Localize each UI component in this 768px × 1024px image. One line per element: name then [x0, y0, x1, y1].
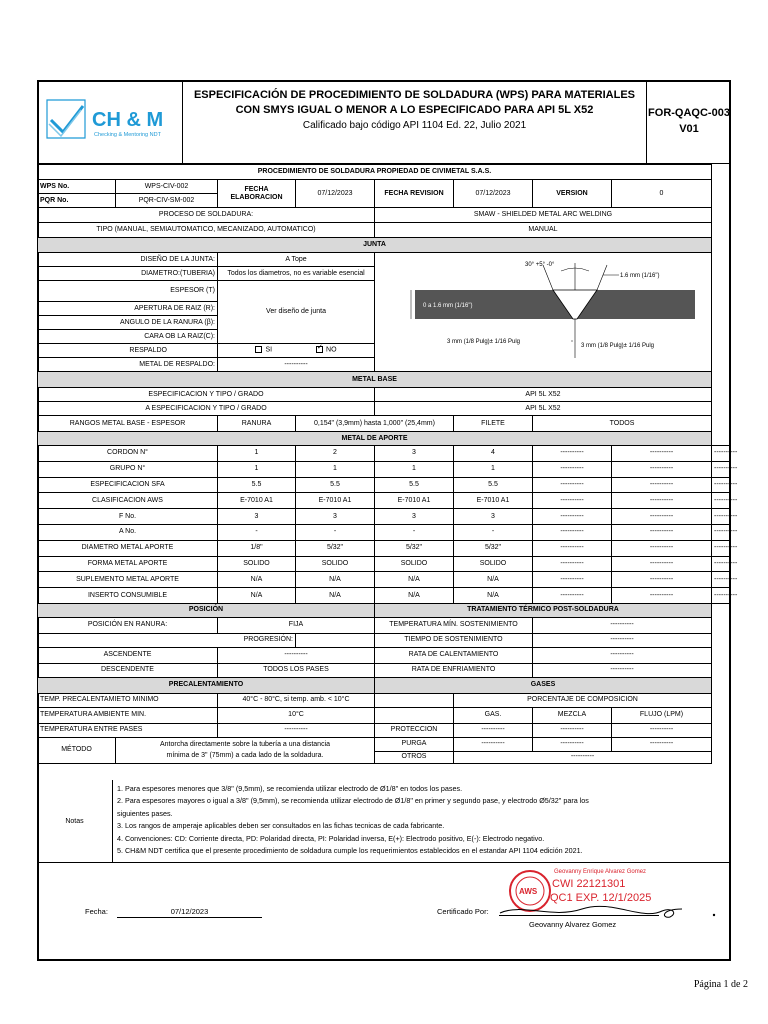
company-logo	[37, 80, 183, 164]
notes-list	[117, 783, 717, 857]
aporte-cell: N/A	[218, 588, 296, 604]
aporte-row-label: GRUPO N°	[38, 461, 218, 477]
aporte-cell: 5.5	[296, 477, 375, 493]
aporte-row-label: ESPECIFICACION SFA	[38, 477, 218, 493]
signature-line	[499, 915, 659, 916]
aporte-cell: 3	[375, 446, 454, 462]
spec2-label: A ESPECIFICACION Y TIPO / GRADO	[38, 402, 375, 416]
aporte-cell: -	[375, 524, 454, 540]
filete-label: FILETE	[454, 416, 533, 432]
metodo-line1: Antorcha directamente sobre la tubería a una distancia	[159, 741, 331, 749]
aporte-row-label: INSERTO CONSUMIBLE	[38, 588, 218, 604]
diagram-gap: 0 a 1.6 mm (1/16")	[423, 303, 473, 309]
temp-min-label: TEMP. PRECALENTAMIETO MINIMO	[38, 693, 218, 707]
aporte-row	[38, 556, 731, 572]
descendente-label: DESCENDENTE	[38, 663, 218, 677]
aporte-cell: ----------	[612, 493, 712, 509]
aporte-cell: 4	[454, 446, 533, 462]
apertura-label: APERTURA DE RAIZ (R):	[38, 302, 218, 316]
gas-row-label: PURGA	[375, 737, 454, 751]
stamp-logo: AWS	[519, 887, 538, 896]
aporte-cell: N/A	[375, 572, 454, 588]
metal-aporte-title: METAL DE APORTE	[38, 432, 712, 446]
aporte-cell: ----------	[533, 477, 612, 493]
aporte-row	[38, 446, 731, 462]
aporte-cell: -	[296, 524, 375, 540]
entre-value: ----------	[218, 723, 375, 737]
note-item: 4. Convenciones: CD: Corriente directa, PD: Polaridad directa, PI: Polaridad inversa, E(+): Electrodo positivo, E(-): Electrodo negativo.	[117, 833, 545, 843]
rata-cal-label: RATA DE CALENTAMIENTO	[375, 647, 533, 663]
metodo-value	[116, 737, 375, 763]
aporte-row-label: A No.	[38, 524, 218, 540]
aporte-row-label: CLASIFICACION AWS	[38, 493, 218, 509]
diametro-label: DIAMETRO:(TUBERIA)	[38, 267, 218, 281]
version-label: VERSION	[533, 180, 612, 208]
aporte-cell: N/A	[454, 572, 533, 588]
aporte-row	[38, 493, 731, 509]
aporte-cell: E-7010 A1	[296, 493, 375, 509]
note-item: siguientes pases.	[117, 808, 173, 818]
title-line3: Calificado bajo código API 1104 Ed. 22, Julio 2021	[302, 120, 527, 131]
posicion-title: POSICIÓN	[38, 603, 375, 617]
otros-label: OTROS	[375, 751, 454, 763]
aporte-cell: 3	[296, 509, 375, 525]
aporte-cell: E-7010 A1	[375, 493, 454, 509]
aporte-row-label: CORDON N°	[38, 446, 218, 462]
entre-label: TEMPERATURA ENTRE PASES	[38, 723, 218, 737]
tipo-value: MANUAL	[375, 223, 712, 238]
gas-row-label: PROTECCION	[375, 723, 454, 737]
fecha-label: Fecha:	[85, 907, 108, 916]
pct-label: PORCENTAJE DE COMPOSICION	[454, 693, 712, 707]
aporte-cell: E-7010 A1	[218, 493, 296, 509]
stamp-cwi: CWI 22121301	[552, 878, 626, 890]
aporte-cell: SOLIDO	[454, 556, 533, 572]
aporte-cell: 5/32"	[296, 540, 375, 556]
aporte-cell: ----------	[612, 540, 712, 556]
title-line2: CON SMYS IGUAL O MENOR A LO ESPECIFICADO PARA API 5L X52	[235, 104, 594, 116]
respaldo-options	[218, 344, 375, 358]
metal-respaldo-value: ----------	[218, 358, 375, 372]
inspector-stamp	[492, 863, 732, 923]
version-value: 0	[612, 180, 712, 208]
spec1-value: API 5L X52	[375, 388, 712, 402]
ranura-label: RANURA	[218, 416, 296, 432]
filete-value: TODOS	[533, 416, 712, 432]
fecha-value: 07/12/2023	[117, 907, 262, 918]
aporte-cell: ----------	[533, 524, 612, 540]
diametro-value: Todos los diametros, no es variable esencial	[218, 267, 375, 281]
aporte-cell: -	[454, 524, 533, 540]
aporte-cell: ----------	[612, 556, 712, 572]
wps-label: WPS No.	[38, 180, 116, 194]
amb-value: 10°C	[218, 707, 375, 723]
cert-label: Certificado Por:	[437, 907, 489, 916]
amb-label: TEMPERATURA AMBIENTE MIN.	[38, 707, 218, 723]
pwht-title: TRATAMIENTO TÉRMICO POST-SOLDADURA	[375, 603, 712, 617]
gases-title: GASES	[375, 677, 712, 693]
pos-ranura-label: POSICIÓN EN RANURA:	[38, 617, 218, 633]
aporte-cell: 3	[375, 509, 454, 525]
aporte-row	[38, 572, 731, 588]
aporte-cell: ----------	[533, 540, 612, 556]
stamp-name: Geovanny Enrique Alvarez Gomez	[554, 869, 647, 875]
aporte-cell: N/A	[375, 588, 454, 604]
aporte-cell: SOLIDO	[375, 556, 454, 572]
aporte-cell: SOLIDO	[218, 556, 296, 572]
title-block	[183, 80, 647, 164]
temp-min-value: 40°C - 80°C, si temp. amb. < 10°C	[218, 693, 375, 707]
aporte-cell: 5/32"	[454, 540, 533, 556]
aporte-cell: SOLIDO	[296, 556, 375, 572]
aporte-row	[38, 509, 731, 525]
gas-row-flujo: ----------	[612, 723, 712, 737]
aporte-cell: 1	[218, 446, 296, 462]
aporte-row	[38, 524, 731, 540]
aporte-cell: 3	[454, 509, 533, 525]
title-line1: ESPECIFICACIÓN DE PROCEDIMIENTO DE SOLDADURA (WPS) PARA MATERIALES	[193, 89, 636, 101]
aporte-cell: ----------	[533, 446, 612, 462]
si-checkbox[interactable]	[255, 346, 262, 353]
no-label: NO	[326, 346, 337, 354]
aporte-cell: ----------	[712, 461, 731, 477]
pwht-temp-label: TEMPERATURA MÍN. SOSTENIMIENTO	[375, 617, 533, 633]
spec2-value: API 5L X52	[375, 402, 712, 416]
diseno-label: DISEÑO DE LA JUNTA:	[38, 253, 218, 267]
aporte-cell: 5/32"	[375, 540, 454, 556]
descendente-value: TODOS LOS PASES	[218, 663, 375, 677]
aporte-cell: ----------	[612, 588, 712, 604]
cara-label: CARA OB LA RAIZ(C):	[38, 330, 218, 344]
flujo-header: FLUJO (LPM)	[612, 707, 712, 723]
rata-enf-label: RATA DE ENFRIAMIENTO	[375, 663, 533, 677]
fecha-elab-value: 07/12/2023	[296, 180, 375, 208]
chm-logo-icon	[37, 80, 183, 164]
form-code-block	[647, 80, 731, 164]
rata-cal-value: ----------	[533, 647, 712, 663]
spec1-label: ESPECIFICACION Y TIPO / GRADO	[38, 388, 375, 402]
ranura-value: 0,154" (3,9mm) hasta 1,000" (25,4mm)	[296, 416, 454, 432]
mezcla-header: MEZCLA	[533, 707, 612, 723]
diagram-angle: 30° +5° -0°	[525, 262, 555, 268]
aporte-cell: ----------	[612, 524, 712, 540]
aporte-cell: 3	[218, 509, 296, 525]
proceso-label: PROCESO DE SOLDADURA:	[38, 208, 375, 223]
otros-value: ----------	[454, 751, 712, 763]
metal-aporte-rows	[38, 446, 738, 604]
aporte-row	[38, 588, 731, 604]
aporte-cell: ----------	[533, 509, 612, 525]
aporte-cell: N/A	[296, 588, 375, 604]
proc-banner: PROCEDIMIENTO DE SOLDADURA PROPIEDAD DE CIVIMETAL S.A.S.	[38, 165, 712, 180]
aporte-cell: -	[218, 524, 296, 540]
aporte-cell: ----------	[712, 493, 731, 509]
logo-subtitle: Checking & Mentoring NDT	[94, 132, 161, 138]
rata-enf-value: ----------	[533, 663, 712, 677]
proceso-value: SMAW - SHIELDED METAL ARC WELDING	[375, 208, 712, 223]
aporte-cell: 1	[296, 461, 375, 477]
diseno-value: A Tope	[218, 253, 375, 267]
aporte-cell: ----------	[712, 477, 731, 493]
note-item: 2. Para espesores mayores o igual a 3/8" (9,5mm), se recomienda utilizar electrodo de Ø1/8" en primer y segundo pase, y electrodo Ø5/32" para los	[117, 796, 589, 806]
metodo-line2: mínima de 3" (75mm) a cada lado de la soldadura.	[166, 752, 324, 760]
aporte-row-label: F No.	[38, 509, 218, 525]
pos-ranura-value: FIJA	[218, 617, 375, 633]
aporte-row	[38, 540, 731, 556]
aporte-cell: ----------	[712, 556, 731, 572]
aporte-cell: 1/8"	[218, 540, 296, 556]
junta-title: JUNTA	[38, 238, 712, 253]
notes-label: Notas	[37, 780, 113, 863]
pqr-value: PQR-CIV-SM-002	[116, 194, 218, 208]
aporte-cell: ----------	[612, 509, 712, 525]
note-item: 5. CH&M NDT certifica que el presente procedimiento de soldadura cumple los requerimientos establecidos en el estandar API 1104 edición 2021.	[117, 846, 583, 856]
aporte-cell: 1	[218, 461, 296, 477]
ascendente-label: ASCENDENTE	[38, 647, 218, 663]
aporte-cell: ----------	[533, 493, 612, 509]
aporte-cell: 1	[454, 461, 533, 477]
form-version: V01	[679, 123, 699, 135]
cert-name: Geovanny Alvarez Gomez	[529, 920, 617, 929]
fecha-elab-label: FECHA ELABORACION	[218, 180, 296, 208]
angulo-label: ANGULO DE LA RANURA (β):	[38, 316, 218, 330]
metal-respaldo-label: METAL DE RESPALDO:	[38, 358, 218, 372]
aporte-cell: ----------	[612, 572, 712, 588]
aporte-row-label: DIAMETRO METAL APORTE	[38, 540, 218, 556]
wps-value: WPS-CIV-002	[116, 180, 218, 194]
stamp-exp: QC1 EXP. 12/1/2025	[550, 892, 652, 904]
page-number: Página 1 de 2	[693, 979, 748, 990]
fecha-rev-label: FECHA REVISION	[375, 180, 454, 208]
aporte-row	[38, 461, 731, 477]
aporte-cell: 5.5	[375, 477, 454, 493]
no-checkbox[interactable]	[316, 346, 323, 353]
rangos-label: RANGOS METAL BASE - ESPESOR	[38, 416, 218, 432]
ver-diseno: Ver diseño de junta	[218, 281, 375, 344]
aporte-cell: E-7010 A1	[454, 493, 533, 509]
pwht-tiempo-label: TIEMPO DE SOSTENIMIENTO	[375, 633, 533, 647]
check-mark-icon: ✓	[317, 344, 323, 352]
aporte-cell: N/A	[454, 588, 533, 604]
signature-footer	[37, 863, 731, 961]
aporte-cell: 2	[296, 446, 375, 462]
note-item: 1. Para espesores menores que 3/8" (9,5mm), se recomienda utilizar electrodo de Ø1/8" en todos los pases.	[117, 784, 463, 793]
aporte-cell: 5.5	[218, 477, 296, 493]
ascendente-value: ----------	[218, 647, 375, 663]
gas-row-mezcla: ----------	[533, 723, 612, 737]
precal-title: PRECALENTAMIENTO	[38, 677, 375, 693]
diagram-face: 1.6 mm (1/16")	[620, 273, 660, 279]
aporte-cell: ----------	[612, 461, 712, 477]
pwht-temp-value: ----------	[533, 617, 712, 633]
aporte-cell: ----------	[712, 509, 731, 525]
aporte-row-label: SUPLEMENTO METAL APORTE	[38, 572, 218, 588]
gas-row-gas: ----------	[454, 723, 533, 737]
aporte-row	[38, 477, 731, 493]
form-code: FOR-QAQC-003	[648, 107, 730, 119]
gas-row-flujo: ----------	[612, 737, 712, 751]
joint-diagram-cell	[375, 253, 712, 372]
espesor-label: ESPESOR (T)	[38, 281, 218, 302]
aporte-cell: ----------	[712, 524, 731, 540]
aporte-row-label: FORMA METAL APORTE	[38, 556, 218, 572]
respaldo-label: RESPALDO	[38, 344, 218, 358]
aporte-cell: ----------	[533, 556, 612, 572]
gas-row-gas: ----------	[454, 737, 533, 751]
si-label: SI	[265, 346, 273, 354]
aporte-cell: ----------	[533, 572, 612, 588]
aporte-cell: N/A	[218, 572, 296, 588]
note-item: 3. Los rangos de amperaje aplicables deben ser consultados en las fichas tecnicas de cada fabricante.	[117, 821, 445, 831]
aporte-cell: ----------	[612, 477, 712, 493]
metodo-label: MÉTODO	[38, 737, 116, 763]
progresion-label: PROGRESIÓN:	[38, 633, 296, 647]
diagram-right: 3 mm (1/8 Pulg)± 1/16 Pulg	[581, 343, 654, 349]
aporte-cell: 5.5	[454, 477, 533, 493]
aporte-cell: ----------	[533, 588, 612, 604]
aporte-cell: 1	[375, 461, 454, 477]
fecha-rev-value: 07/12/2023	[454, 180, 533, 208]
logo-text: CH & M	[92, 109, 164, 131]
aporte-cell: ----------	[712, 540, 731, 556]
aporte-cell: N/A	[296, 572, 375, 588]
gas-row-mezcla: ----------	[533, 737, 612, 751]
aporte-cell: ----------	[612, 446, 712, 462]
aporte-cell: ----------	[712, 446, 731, 462]
signature-stamp-icon	[492, 863, 732, 923]
document-header	[37, 80, 731, 164]
diagram-left: 3 mm (1/8 Pulg)± 1/16 Pulg	[447, 339, 520, 345]
metal-base-title: METAL BASE	[38, 372, 712, 388]
wps-table	[37, 164, 738, 764]
tipo-label: TIPO (MANUAL, SEMIAUTOMATICO, MECANIZADO, AUTOMATICO)	[38, 223, 375, 238]
aporte-cell: ----------	[712, 572, 731, 588]
pwht-tiempo-value: ----------	[533, 633, 712, 647]
notes-section	[37, 780, 731, 863]
aporte-cell: ----------	[712, 588, 731, 604]
joint-diagram	[375, 253, 725, 371]
pqr-label: PQR No.	[38, 194, 116, 208]
gas-header: GAS.	[454, 707, 533, 723]
aporte-cell: ----------	[533, 461, 612, 477]
